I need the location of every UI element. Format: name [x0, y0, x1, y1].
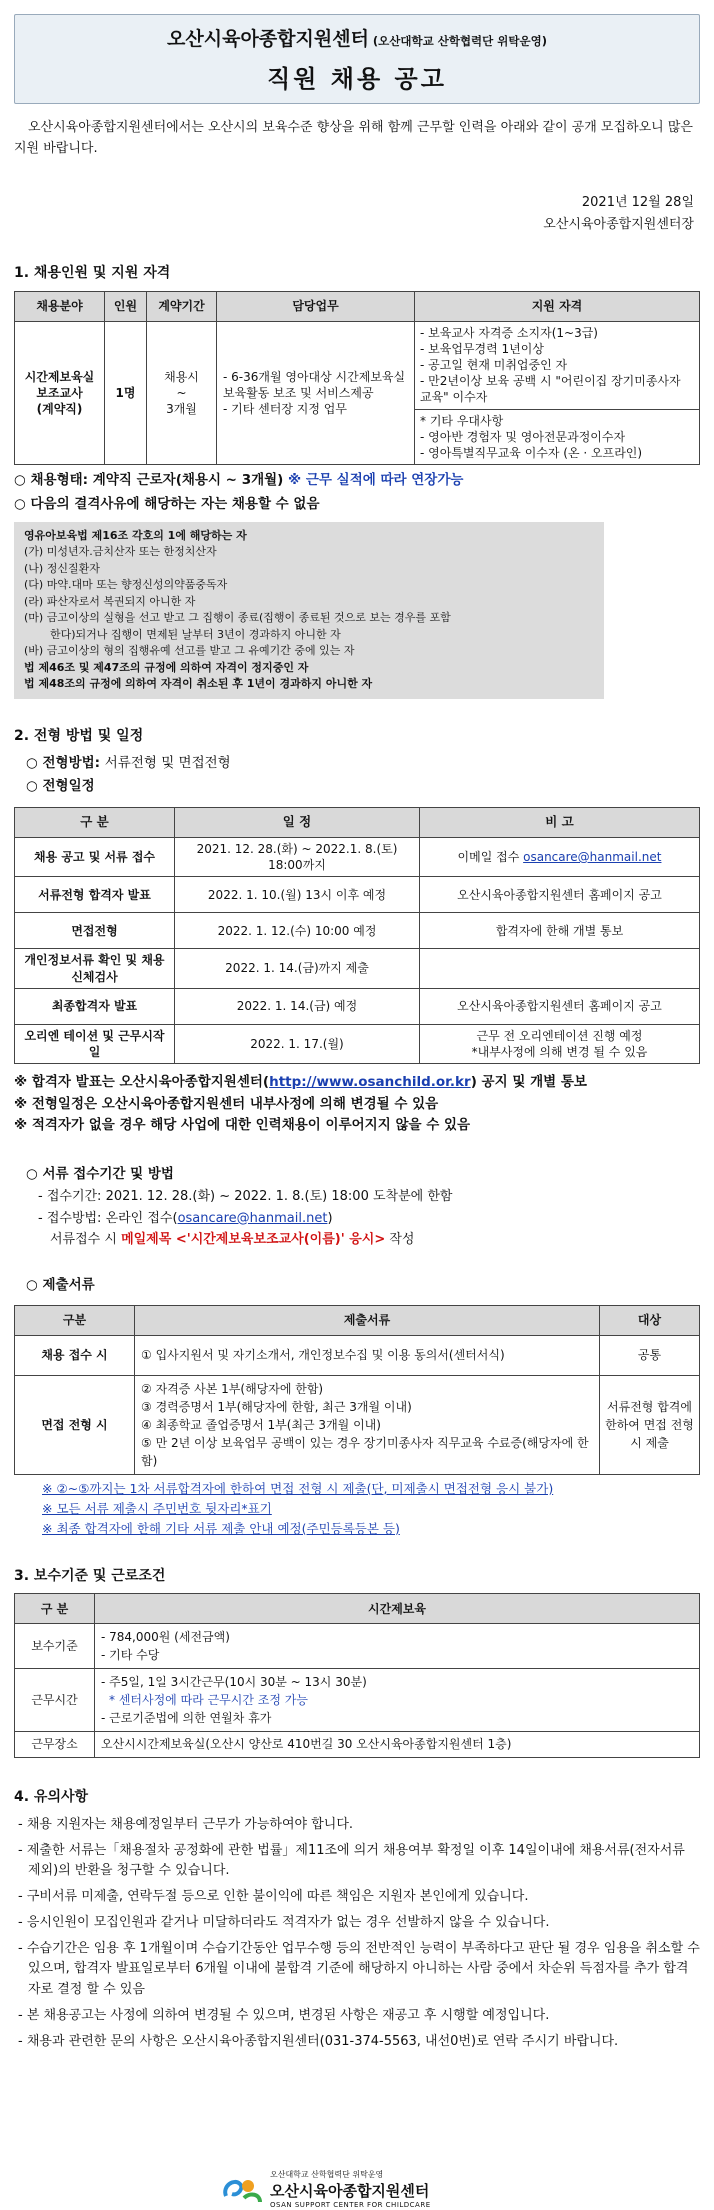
footer-text: [270, 2170, 431, 2210]
th-count: 인원: [105, 291, 147, 321]
pay-line: * 센터사정에 따라 근무시간 조정 가능: [109, 1693, 308, 1708]
docs-note: ※ ②~⑤까지는 1차 서류합격자에 한하여 면접 전형 시 제출(단, 미제출시 면접전형 응시 불가): [42, 1480, 554, 1496]
homepage-link[interactable]: http://www.osanchild.or.kr: [269, 1074, 471, 1091]
list-item: - 응시인원이 모집인원과 같거나 미달하더라도 적격자가 없는 경우 선발하지 않을 수 있습니다.: [18, 1915, 550, 1931]
page-title: 직원 채용 공고: [267, 64, 447, 93]
cell-duties: [217, 321, 415, 465]
th-duties: 담당업무: [217, 291, 415, 321]
disq-5: (마) 금고이상의 실형을 선고 받고 그 집행이 종료(집행이 종료된 것으로 보는 경우를 포함: [24, 611, 451, 625]
list-item: - 수습기간은 임용 후 1개월이며 수습기간동안 업무수행 등의 전반적인 능력이 부족하다고 판단 될 경우 임용을 취소할 수 있으며, 합격자 발표일로부터 6개월 이내에 불합격 기준에 해당하지 아니하는 사람 중에서 차순위 득점자를 추가 합격자로 결정 할 수 있음: [18, 1941, 700, 1997]
notice-list: [18, 1815, 700, 2052]
req-2: - 보육업무경력 1년이상: [420, 341, 544, 356]
sched-cell: [420, 949, 700, 988]
sched-th-2: 비 고: [420, 807, 700, 837]
disq-4: (라) 파산자로서 복권되지 아니한 자: [24, 594, 196, 608]
docs-cell: [135, 1375, 600, 1474]
section-4-title: 4. 유의사항: [14, 1788, 89, 1805]
accept-method-text: - 접수방법: 온라인 접수(: [38, 1210, 178, 1226]
sched-cell: 채용 공고 및 서류 접수: [15, 837, 175, 876]
schedule-table: [14, 807, 700, 1064]
schedule-label: 전형일정: [42, 777, 95, 794]
footer-eng: OSAN SUPPORT CENTER FOR CHILDCARE: [270, 2201, 431, 2210]
pref-2: - 영아특별직무교육 이수자 (온 · 오프라인): [420, 445, 643, 460]
docs-th-1: 제출서류: [135, 1305, 600, 1335]
employment-type: ○ 채용형태: 계약직 근로자(채용시 ~ 3개월) ※ 근무 실적에 따라 연장가능: [14, 472, 464, 489]
table-row: [15, 877, 700, 913]
section-1-title: 1. 채용인원 및 지원 자격: [14, 264, 171, 281]
org-name: 오산시육아종합지원센터: [167, 28, 369, 50]
sched-cell: 오산시육아종합지원센터 홈페이지 공고: [420, 877, 700, 913]
footer-name: 오산시육아종합지원센터: [270, 2181, 430, 2200]
th-req: 지원 자격: [415, 291, 700, 321]
req-4: - 만2년이상 보육 공백 시 "어린이집 장기미종사자 교육" 이수자: [420, 374, 681, 405]
disq-6: 한다)되거나 집행이 면제된 날부터 3년이 경과하지 아니한 자: [50, 627, 341, 641]
table-row: [15, 913, 700, 949]
note-1: [14, 1072, 700, 1094]
disqualification-title: ○ 다음의 결격사유에 해당하는 자는 채용할 수 없음: [14, 496, 320, 513]
schedule-notes: [14, 1072, 700, 1137]
disq-title-text: 다음의 결격사유에 해당하는 자는 채용할 수 없음: [30, 496, 320, 513]
sched-cell: 개인정보서류 확인 및 채용신체검사: [15, 949, 175, 988]
org-sub: (오산대학교 산학협력단 위탁운영): [372, 34, 547, 48]
req-1: - 보육교사 자격증 소지자(1~3급): [420, 325, 598, 340]
list-item: - 제출한 서류는「채용절차 공정화에 관한 법률」제11조에 의거 채용여부 확정일 이후 14일이내에 채용서류(전자서류 제외)의 반환을 청구할 수 있습니다.: [18, 1842, 685, 1878]
cell-period: 채용시 ~ 3개월: [147, 321, 217, 465]
sched-cell: 합격자에 한해 개별 통보: [420, 913, 700, 949]
note-1-b: ) 공지 및 개별 통보: [470, 1074, 587, 1091]
list-item: - 채용 지원자는 채용예정일부터 근무가 가능하여야 합니다.: [18, 1816, 354, 1832]
table-row: [15, 1335, 700, 1375]
accept-period: - 접수기간: 2021. 12. 28.(화) ~ 2022. 1. 8.(토) 18:00 도착분에 한함: [38, 1189, 453, 1205]
table-row: [15, 1375, 700, 1474]
pref-1: - 영아반 경험자 및 영아전문과정이수자: [420, 429, 626, 444]
intro-text: 오산시육아종합지원센터에서는 오산시의 보육수준 향상을 위해 함께 근무할 인력을 아래와 같이 공개 모집하오니 많은 지원 바랍니다.: [14, 120, 693, 156]
email-link[interactable]: osancare@hanmail.net: [523, 850, 662, 865]
doc-item: ④ 최종학교 졸업증명서 1부(최근 3개월 이내): [141, 1417, 381, 1432]
docs-cell: 공통: [600, 1335, 700, 1375]
cell-requirements: [415, 321, 700, 465]
pay-line: - 근로기준법에 의한 연월차 휴가: [101, 1711, 272, 1726]
table-row: [15, 1669, 700, 1732]
employment-type-label: 채용형태: 계약직 근로자(채용시 ~ 3개월): [30, 472, 284, 489]
docs-cell: 채용 접수 시: [15, 1335, 135, 1375]
sched-cell: 최종합격자 발표: [15, 988, 175, 1024]
disq-9: 법 제48조의 규정에 의하여 자격이 취소된 후 1년이 경과하지 아니한 자: [24, 677, 373, 691]
list-item: - 구비서류 미제출, 연락두절 등으로 인한 불이익에 따른 책임은 지원자 본인에게 있습니다.: [18, 1888, 529, 1904]
docs-title: ○ 제출서류: [26, 1277, 95, 1294]
table-row: [15, 988, 700, 1024]
pay-cell: 근무시간: [15, 1669, 95, 1732]
pay-cell: 보수기준: [15, 1624, 95, 1669]
method: ○ 전형방법: 서류전형 및 면접전형: [26, 754, 231, 771]
disq-8: 법 제46조 및 제47조의 규정에 의하여 자격이 정지중인 자: [24, 660, 309, 674]
sched-th-1: 일 정: [175, 807, 420, 837]
req-group-1: [415, 322, 699, 410]
pay-th-0: 구 분: [15, 1594, 95, 1624]
sched-cell: 2022. 1. 10.(월) 13시 이후 예정: [175, 877, 420, 913]
sched-cell: 오산시육아종합지원센터 홈페이지 공고: [420, 988, 700, 1024]
cell-field: 시간제보육실 보조교사 (계약직): [15, 321, 105, 465]
note-1-a: ※ 합격자 발표는 오산시육아종합지원센터(: [14, 1074, 270, 1091]
sched-cell: 2022. 1. 12.(수) 10:00 예정: [175, 913, 420, 949]
accept-subject-format: 메일제목 <'시간제보육보조교사(이름)' 응시>: [121, 1231, 386, 1247]
docs-title-text: 제출서류: [42, 1277, 95, 1294]
req-group-2: [415, 410, 699, 465]
table-row: [15, 837, 700, 876]
docs-cell: ① 입사지원서 및 자기소개서, 개인정보수집 및 이용 동의서(센터서식): [135, 1335, 600, 1375]
sched-th-0: 구 분: [15, 807, 175, 837]
disq-1: (가) 미성년자.금치산자 또는 한정치산자: [24, 545, 217, 559]
pay-cell: [95, 1624, 700, 1669]
docs-notes: [42, 1479, 700, 1539]
employment-type-note: ※ 근무 실적에 따라 연장가능: [288, 472, 464, 489]
disqualification-box: [14, 522, 604, 699]
pay-cell: 오산시시간제보육실(오산시 양산로 410번길 30 오산시육아종합지원센터 1층): [95, 1732, 700, 1757]
accept-subject-post: 작성: [385, 1231, 415, 1247]
pay-th-1: 시간제보육: [95, 1594, 700, 1624]
disq-3: (다) 마약.대마 또는 향정신성의약품중독자: [24, 578, 228, 592]
disq-2: (나) 정신질환자: [24, 561, 100, 575]
footer-logo: [220, 2170, 431, 2210]
method-label: 전형방법:: [42, 754, 101, 771]
sched-note: 이메일 접수: [457, 850, 524, 865]
table-row: [15, 1024, 700, 1063]
pay-line: - 784,000원 (세전금액): [101, 1630, 230, 1645]
schedule-title: ○ 전형일정: [26, 777, 95, 794]
header-box: [14, 14, 700, 104]
accept-block: [38, 1186, 700, 1250]
section-2-title: 2. 전형 방법 및 일정: [14, 727, 144, 744]
docs-table: [14, 1305, 700, 1475]
sched-cell: 2021. 12. 28.(화) ~ 2022.1. 8.(토) 18:00까지: [175, 837, 420, 876]
docs-cell: 서류전형 합격에 한하여 면접 전형 시 제출: [600, 1375, 700, 1474]
pay-line: - 주5일, 1일 3시간근무(10시 30분 ~ 13시 30분): [101, 1675, 367, 1690]
note-3: ※ 적격자가 없을 경우 해당 사업에 대한 인력채용이 이루어지지 않을 수 있음: [14, 1117, 471, 1134]
accept-email-link[interactable]: osancare@hanmail.net: [177, 1210, 328, 1226]
accept-method: [38, 1208, 700, 1229]
signer: 오산시육아종합지원센터장: [543, 216, 694, 232]
accept-title: ○ 서류 접수기간 및 방법: [26, 1165, 174, 1182]
date-block: [14, 192, 700, 236]
pay-line: - 기타 수당: [101, 1648, 160, 1663]
sched-cell: 2022. 1. 17.(월): [175, 1024, 420, 1063]
doc-item: ③ 경력증명서 1부(해당자에 한함, 최근 3개월 이내): [141, 1399, 412, 1414]
docs-note: ※ 최종 합격자에 한해 기타 서류 제출 안내 예정(주민등록등본 등): [42, 1520, 400, 1536]
recruit-table: [14, 291, 700, 466]
docs-note: ※ 모든 서류 제출시 주민번호 뒷자리*표기: [42, 1500, 272, 1516]
pay-cell: 근무장소: [15, 1732, 95, 1757]
doc-item: ② 자격증 사본 1부(해당자에 한함): [141, 1381, 324, 1396]
docs-cell: 면접 전형 시: [15, 1375, 135, 1474]
th-period: 계약기간: [147, 291, 217, 321]
pref-title: * 기타 우대사항: [420, 413, 504, 428]
sched-cell: 서류전형 합격자 발표: [15, 877, 175, 913]
disq-0: 영유아보육법 제16조 각호의 1에 해당하는 자: [24, 528, 247, 542]
accept-title-text: 서류 접수기간 및 방법: [42, 1165, 174, 1182]
page: [0, 14, 714, 2210]
section-3-title: 3. 보수기준 및 근로조건: [14, 1567, 166, 1584]
docs-th-2: 대상: [600, 1305, 700, 1335]
sched-cell: 2022. 1. 14.(금) 예정: [175, 988, 420, 1024]
pay-table: [14, 1593, 700, 1757]
footer-small: 오산대학교 산학협력단 위탁운영: [270, 2170, 384, 2179]
sched-cell: 2022. 1. 14.(금)까지 제출: [175, 949, 420, 988]
th-field: 채용분야: [15, 291, 105, 321]
accept-subject-pre: 서류접수 시: [50, 1231, 122, 1247]
accept-subject: [50, 1229, 700, 1250]
sched-cell: 오리엔 테이션 및 근무시작일: [15, 1024, 175, 1063]
method-value: 서류전형 및 면접전형: [104, 754, 231, 771]
sched-cell: [420, 837, 700, 876]
notice-date: 2021년 12월 28일: [581, 194, 694, 210]
doc-item: ⑤ 만 2년 이상 보육업무 공백이 있는 경우 장기미종사자 직무교육 수료증(해당자에 한함): [141, 1435, 589, 1468]
docs-th-0: 구분: [15, 1305, 135, 1335]
list-item: - 채용과 관련한 문의 사항은 오산시육아종합지원센터(031-374-5563, 내선0번)로 연락 주시기 바랍니다.: [18, 2033, 619, 2049]
note-2: ※ 전형일정은 오산시육아종합지원센터 내부사정에 의해 변경될 수 있음: [14, 1095, 439, 1112]
table-row: [15, 1732, 700, 1757]
sched-cell: 면접전형: [15, 913, 175, 949]
req-3: - 공고일 현재 미취업중인 자: [420, 358, 568, 373]
cell-count: 1명: [105, 321, 147, 465]
duty-2: - 기타 센터장 지정 업무: [223, 402, 347, 417]
pay-cell: [95, 1669, 700, 1732]
center-logo-icon: [220, 2174, 264, 2206]
table-row: [15, 1624, 700, 1669]
disq-7: (바) 금고이상의 형의 집행유예 선고를 받고 그 유예기간 중에 있는 자: [24, 644, 355, 658]
duty-1: - 6-36개월 영아대상 시간제보육실 보육활동 보조 및 서비스제공: [223, 369, 406, 400]
accept-method-end: ): [327, 1210, 333, 1226]
sched-cell: 근무 전 오리엔테이션 진행 예정 *내부사정에 의해 변경 될 수 있음: [420, 1024, 700, 1063]
list-item: - 본 채용공고는 사정에 의하여 변경될 수 있으며, 변경된 사항은 재공고 후 시행할 예정입니다.: [18, 2007, 550, 2023]
table-row: [15, 949, 700, 988]
